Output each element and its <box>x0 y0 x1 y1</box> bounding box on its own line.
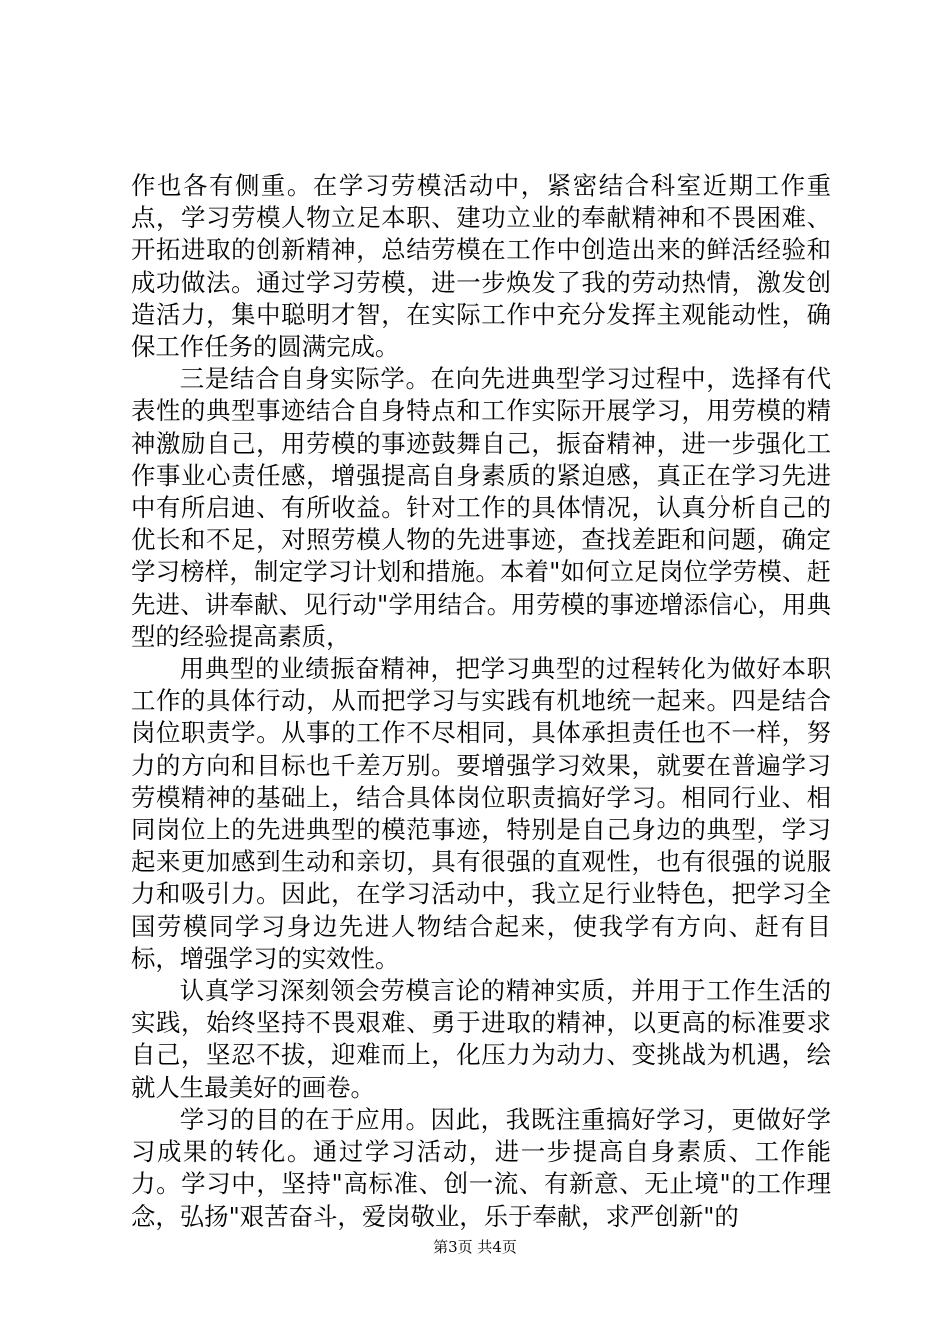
paragraph: 用典型的业绩振奋精神，把学习典型的过程转化为做好本职工作的具体行动，从而把学习与实践有机地统一起来。四是结合岗位职责学。从事的工作不尽相同，具体承担责任也不一样，努力的方向和目标也千差万别。要增强学习效果，就要在普遍学习劳模精神的基础上，结合具体岗位职责搞好学习。相同行业、相同岗位上的先进典型的模范事迹，特别是自己身边的典型，学习起来更加感到生动和亲切，具有很强的直观性，也有很强的说服力和吸引力。因此，在学习活动中，我立足行业特色，把学习全国劳模同学习身边先进人物结合起来，使我学有方向、赶有目标，增强学习的实效性。 <box>131 654 831 973</box>
paragraph: 认真学习深刻领会劳模言论的精神实质，并用于工作生活的实践，始终坚持不畏艰难、勇于进取的精神，以更高的标准要求自己，坚忍不拔，迎难而上，化压力为动力、变挑战为机遇，绘就人生最美好的画卷。 <box>131 976 831 1102</box>
document-body <box>131 170 831 1233</box>
paragraph: 学习的目的在于应用。因此，我既注重搞好学习，更做好学习成果的转化。通过学习活动，进一步提高自身素质、工作能力。学习中，坚持"高标准、创一流、有新意、无止境"的工作理念，弘扬"艰苦奋斗，爱岗敬业，乐于奉献，求严创新"的 <box>131 1104 831 1231</box>
paragraph: 三是结合自身实际学。在向先进典型学习过程中，选择有代表性的典型事迹结合自身特点和工作实际开展学习，用劳模的精神激励自己，用劳模的事迹鼓舞自己，振奋精神，进一步强化工作事业心责任感，增强提高自身素质的紧迫感，真正在学习先进中有所启迪、有所收益。针对工作的具体情况，认真分析自己的优长和不足，对照劳模人物的先进事迹，查找差距和问题，确定学习榜样，制定学习计划和措施。本着"如何立足岗位学劳模、赶先进、讲奉献、见行动"学用结合。用劳模的事迹增添信心，用典型的经验提高素质， <box>131 364 831 651</box>
paragraph-continuation: 作也各有侧重。在学习劳模活动中，紧密结合科室近期工作重点，学习劳模人物立足本职、建功立业的奉献精神和不畏困难、开拓进取的创新精神，总结劳模在工作中创造出来的鲜活经验和成功做法。通过学习劳模，进一步焕发了我的劳动热情，激发创造活力，集中聪明才智，在实际工作中充分发挥主观能动性，确保工作任务的圆满完成。 <box>131 171 831 362</box>
page-number-footer: 第3页 共4页 <box>433 1238 517 1256</box>
